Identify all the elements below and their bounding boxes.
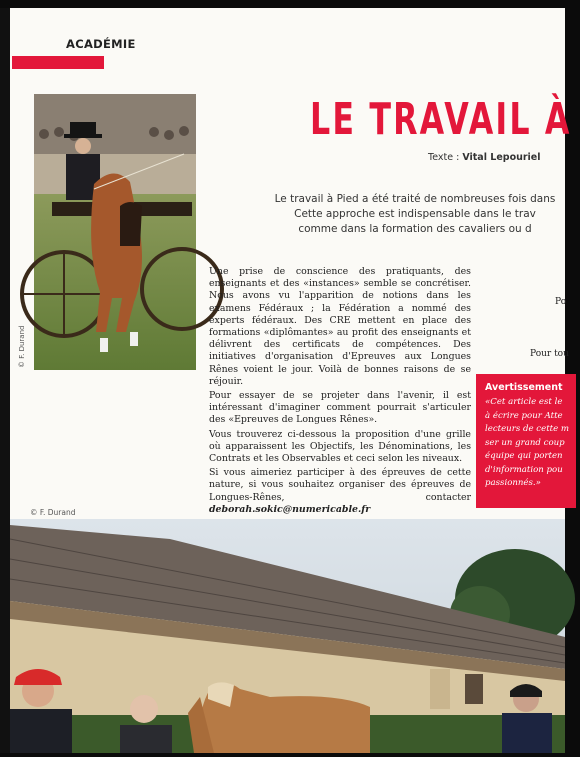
intro-paragraph xyxy=(250,192,580,237)
body-text xyxy=(209,266,471,518)
body-paragraph: Pour essayer de se projeter dans l'avenir, il est intéressant d'imaginer comment pourrait s'articuler des «Epreuves de Longues Rênes». xyxy=(209,390,471,426)
body-paragraph xyxy=(209,467,471,516)
warning-line: passionnés.» xyxy=(485,478,541,488)
intro-line: Le travail à Pied a été traité de nombreuses fois dans xyxy=(274,193,556,205)
photo-credit: © F. Durand xyxy=(30,508,76,517)
warning-box xyxy=(476,374,576,508)
author-name: Vital Lepouriel xyxy=(462,152,541,163)
warning-heading: Avertissement xyxy=(485,382,563,393)
warning-line: d'information pou xyxy=(485,464,563,475)
warning-line: à écrire pour Atte xyxy=(485,410,563,421)
body-paragraph: Vous trouverez ci-dessous la proposition d'une grille où apparaissent les Objectifs, les Dénominations, les Contrats et les Observables et ceci selon les niveaux. xyxy=(209,428,471,465)
stable-photo xyxy=(10,519,565,753)
photo-credit: © F. Durand xyxy=(18,325,26,368)
body-paragraph: Une prise de conscience des pratiquants, des enseignants et des «instances» semble se concrétiser. Nous avons vu l'apparition de notions dans les examens Fédéraux ; la Fédération a nommé des experts fédéraux. Des CRE mettent en place des formations «diplômantes» au profit des enseignants et délivrent des certificats de compétences. Des initiatives d'organisation d'Epreuves aux Longues Rênes voient le jour. Voilà de bonnes raisons de se réjouir. xyxy=(209,266,471,387)
warning-line: lecteurs de cette m xyxy=(485,424,570,434)
magazine-page xyxy=(10,8,572,753)
carriage-photo xyxy=(34,94,196,370)
warning-line: «Cet article est le xyxy=(485,397,563,407)
warning-text xyxy=(485,396,576,491)
scan-border xyxy=(0,8,10,753)
cut-text-fragment: Po xyxy=(555,297,567,307)
intro-line: Cette approche est indispensable dans le trav xyxy=(294,208,536,220)
cut-text-fragment: Pour tou xyxy=(530,349,569,359)
contact-email[interactable]: deborah.sokic@numericable.fr xyxy=(209,503,371,515)
intro-line: comme dans la formation des cavaliers ou d xyxy=(298,223,532,235)
body-paragraph-text: Si vous aimeriez participer à des épreuves de cette nature, si vous souhaitez organiser des épreuves de Longues-Rênes, contacter xyxy=(209,467,471,503)
section-accent-bar xyxy=(12,56,104,69)
warning-line: ser un grand coup xyxy=(485,437,565,448)
byline-label: Texte : xyxy=(428,152,460,163)
article-title: LE TRAVAIL À xyxy=(310,94,572,145)
section-label: ACADÉMIE xyxy=(66,37,136,51)
byline xyxy=(428,152,541,163)
warning-line: équipe qui porten xyxy=(485,451,563,461)
